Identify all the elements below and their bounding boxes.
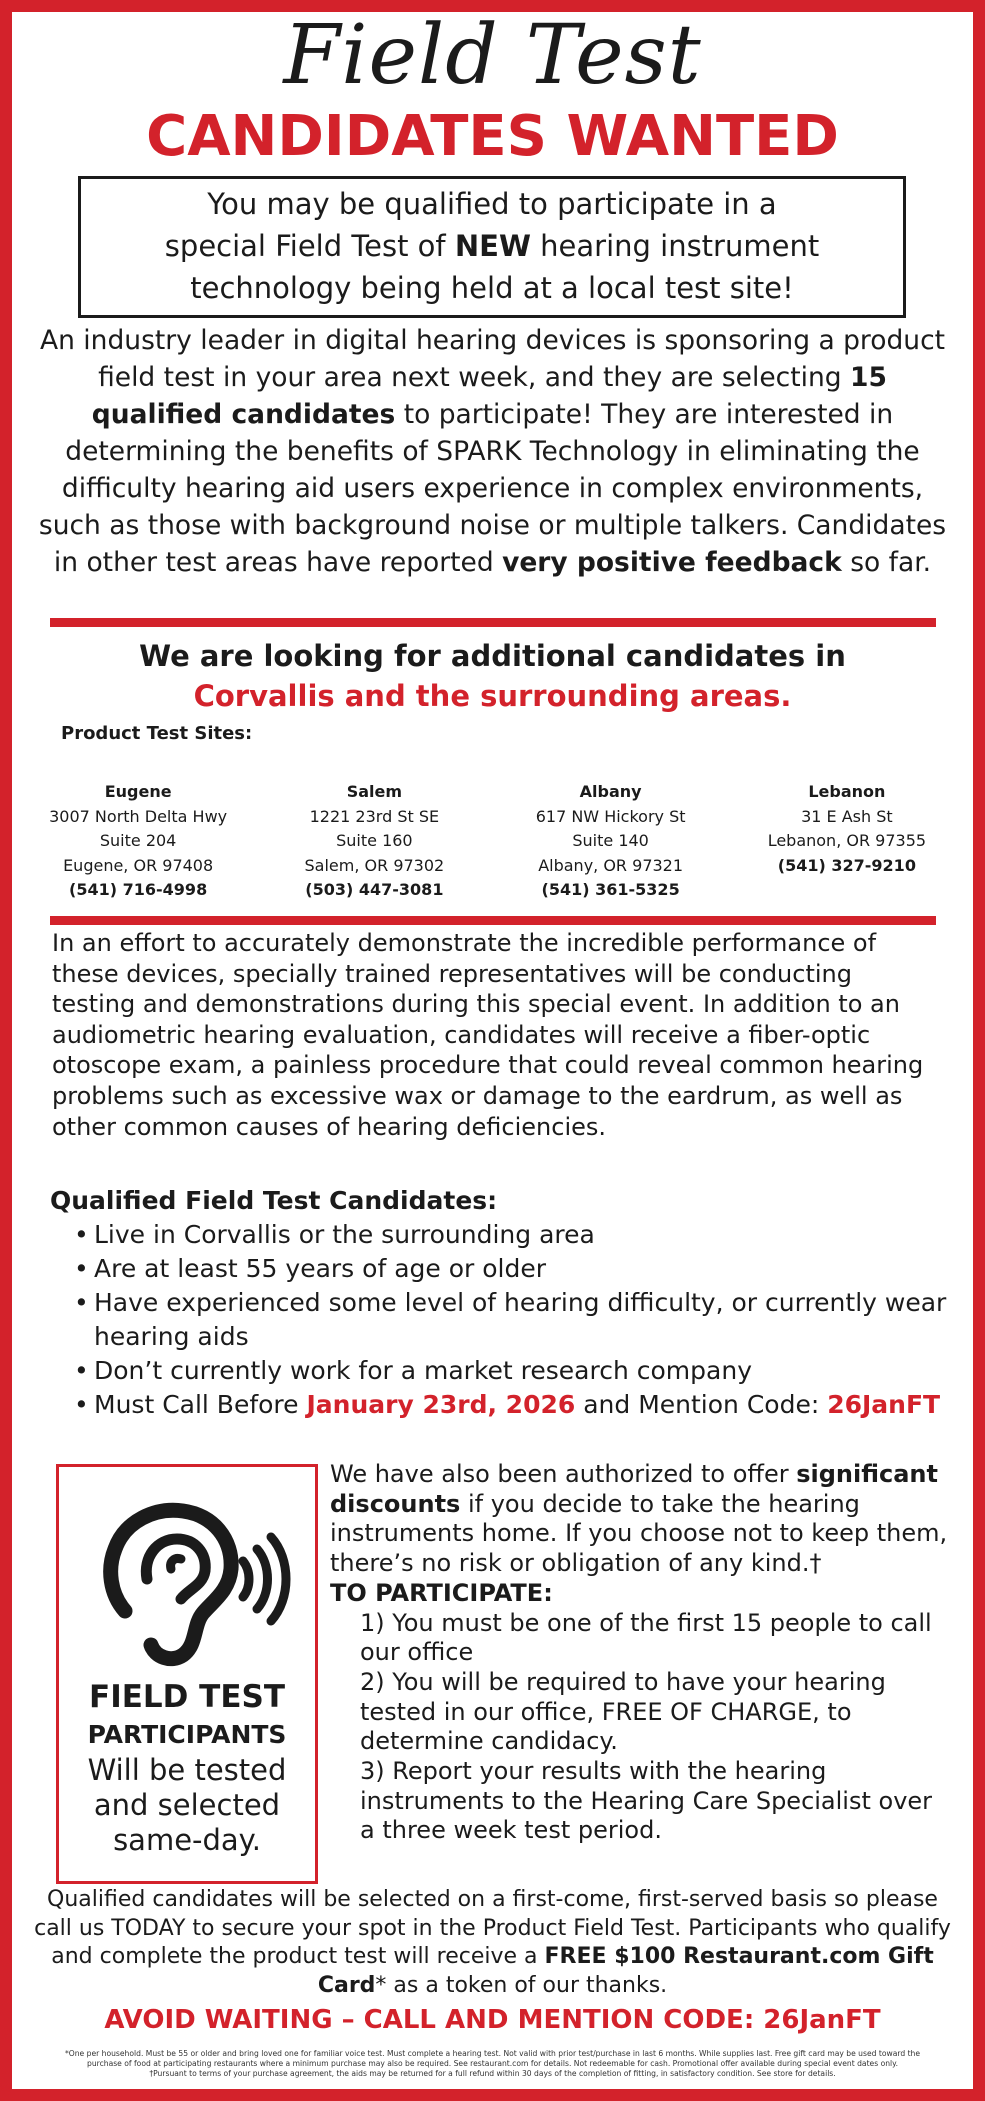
deadline-date: January 23rd, 2026 xyxy=(306,1390,576,1419)
site-phone[interactable]: (541) 716-4998 xyxy=(69,880,208,899)
list-item: 1) You must be one of the first 15 people to call our office xyxy=(360,1608,932,1667)
list-item: • Live in Corvallis or the surrounding area xyxy=(74,1218,954,1252)
list-item: • Are at least 55 years of age or older xyxy=(74,1252,954,1286)
participate-steps xyxy=(330,1609,950,1847)
divider-top xyxy=(50,618,936,627)
callout-line-3: technology being held at a local test site! xyxy=(190,271,794,305)
closing-paragraph: Qualified candidates will be selected on a first-come, first-served basis so please call us TODAY to secure your spot in the Product Field Test. Participants who qualify and complete the product test will receive a FREE $100 Restaurant.com Gift Card* as a token of our thanks. xyxy=(34,1887,951,1998)
qualified-list xyxy=(74,1218,954,1422)
intro-paragraph: An industry leader in digital hearing devices is sponsoring a product field test in your area next week, and they are selecting 15 qualified candidates to participate! They are interested in determining the benefits of SPARK Technology in eliminating the difficulty hearing aid users experience in complex environments, such as those with background noise or multiple talkers. Candidates in other test areas have reported very positive feedback so far. xyxy=(38,325,947,578)
call-to-action: AVOID WAITING – CALL AND MENTION CODE: 26JanFT xyxy=(104,2005,881,2035)
callout-line-1: You may be qualified to participate in a xyxy=(207,187,777,221)
badge-line-3: Will be tested and selected same-day. xyxy=(87,1753,287,1857)
test-sites xyxy=(20,780,965,903)
offer-paragraph: We have also been authorized to offer significant discounts if you decide to take the hearing instruments home. If you choose not to keep them, there’s no risk or obligation of any kind.† xyxy=(330,1460,948,1578)
participants-badge xyxy=(56,1464,318,1884)
site-lebanon: Lebanon 31 E Ash St Lebanon, OR 97355 (541) 327-9210 xyxy=(729,780,965,903)
callout-box xyxy=(78,176,906,318)
list-item: 3) Report your results with the hearing instruments to the Hearing Care Specialist over a three week test period. xyxy=(360,1757,933,1845)
demo-paragraph: In an effort to accurately demonstrate the incredible performance of these devices, specially trained representatives will be conducting testing and demonstrations during this special event. In addition to an audiometric hearing evaluation, candidates will receive a fiber-optic otoscope exam, a painless procedure that could reveal common hearing problems such as excessive wax or damage to the eardrum, as well as other common causes of hearing deficiencies. xyxy=(52,929,924,1141)
divider-bottom xyxy=(50,916,936,925)
ear-icon xyxy=(85,1499,295,1669)
list-item: 2) You will be required to have your hearing tested in our office, FREE OF CHARGE, to determine candidacy. xyxy=(360,1667,886,1756)
script-title: Field Test xyxy=(283,8,702,103)
area-highlight: Corvallis and the surrounding areas. xyxy=(193,679,792,713)
site-phone[interactable]: (541) 361-5325 xyxy=(541,880,680,899)
badge-line-1: FIELD TEST xyxy=(89,1679,285,1715)
list-item: • Don’t currently work for a market research company xyxy=(74,1354,954,1388)
participate-title: TO PARTICIPATE: xyxy=(330,1578,553,1607)
callout-line-2: special Field Test of NEW hearing instrument xyxy=(164,229,820,263)
qualified-title: Qualified Field Test Candidates: xyxy=(50,1186,498,1215)
offer-column xyxy=(330,1460,950,1846)
new-emphasis: NEW xyxy=(454,229,531,263)
site-albany: Albany 617 NW Hickory St Suite 140 Albany, OR 97321 (541) 361-5325 xyxy=(493,780,729,903)
looking-heading: We are looking for additional candidates in Corvallis and the surrounding areas. xyxy=(30,636,955,716)
site-phone[interactable]: (503) 447-3081 xyxy=(305,880,444,899)
headline: CANDIDATES WANTED xyxy=(146,104,839,169)
site-phone[interactable]: (541) 327-9210 xyxy=(777,855,916,875)
mention-code: 26JanFT xyxy=(827,1390,941,1419)
list-item: • Have experienced some level of hearing difficulty, or currently wear hearing aids xyxy=(74,1286,954,1354)
sites-label: Product Test Sites: xyxy=(61,723,253,744)
list-item: • Must Call Before January 23rd, 2026 and Mention Code: 26JanFT xyxy=(74,1388,954,1422)
fine-print: *One per household. Must be 55 or older and bring loved one for familiar voice test. Must complete a hearing test. Not valid with prior test/purchase in last 6 months. While supplies last. Free gift card may be used toward the purchase of food at participating restaurants where a minimum purchase may also be required. See restaurant.com for details. Not redeemable for cash. Promotional offer available during special event dates only. †Pursuant to terms of your purchase agreement, the aids may be returned for a full refund within 30 days of the completion of fitting, in satisfactory condition. See store for details. xyxy=(64,2049,921,2078)
site-salem: Salem 1221 23rd St SE Suite 160 Salem, OR 97302 (503) 447-3081 xyxy=(256,780,492,903)
site-eugene: Eugene 3007 North Delta Hwy Suite 204 Eugene, OR 97408 (541) 716-4998 xyxy=(20,780,256,903)
badge-line-2: PARTICIPANTS xyxy=(87,1720,287,1749)
